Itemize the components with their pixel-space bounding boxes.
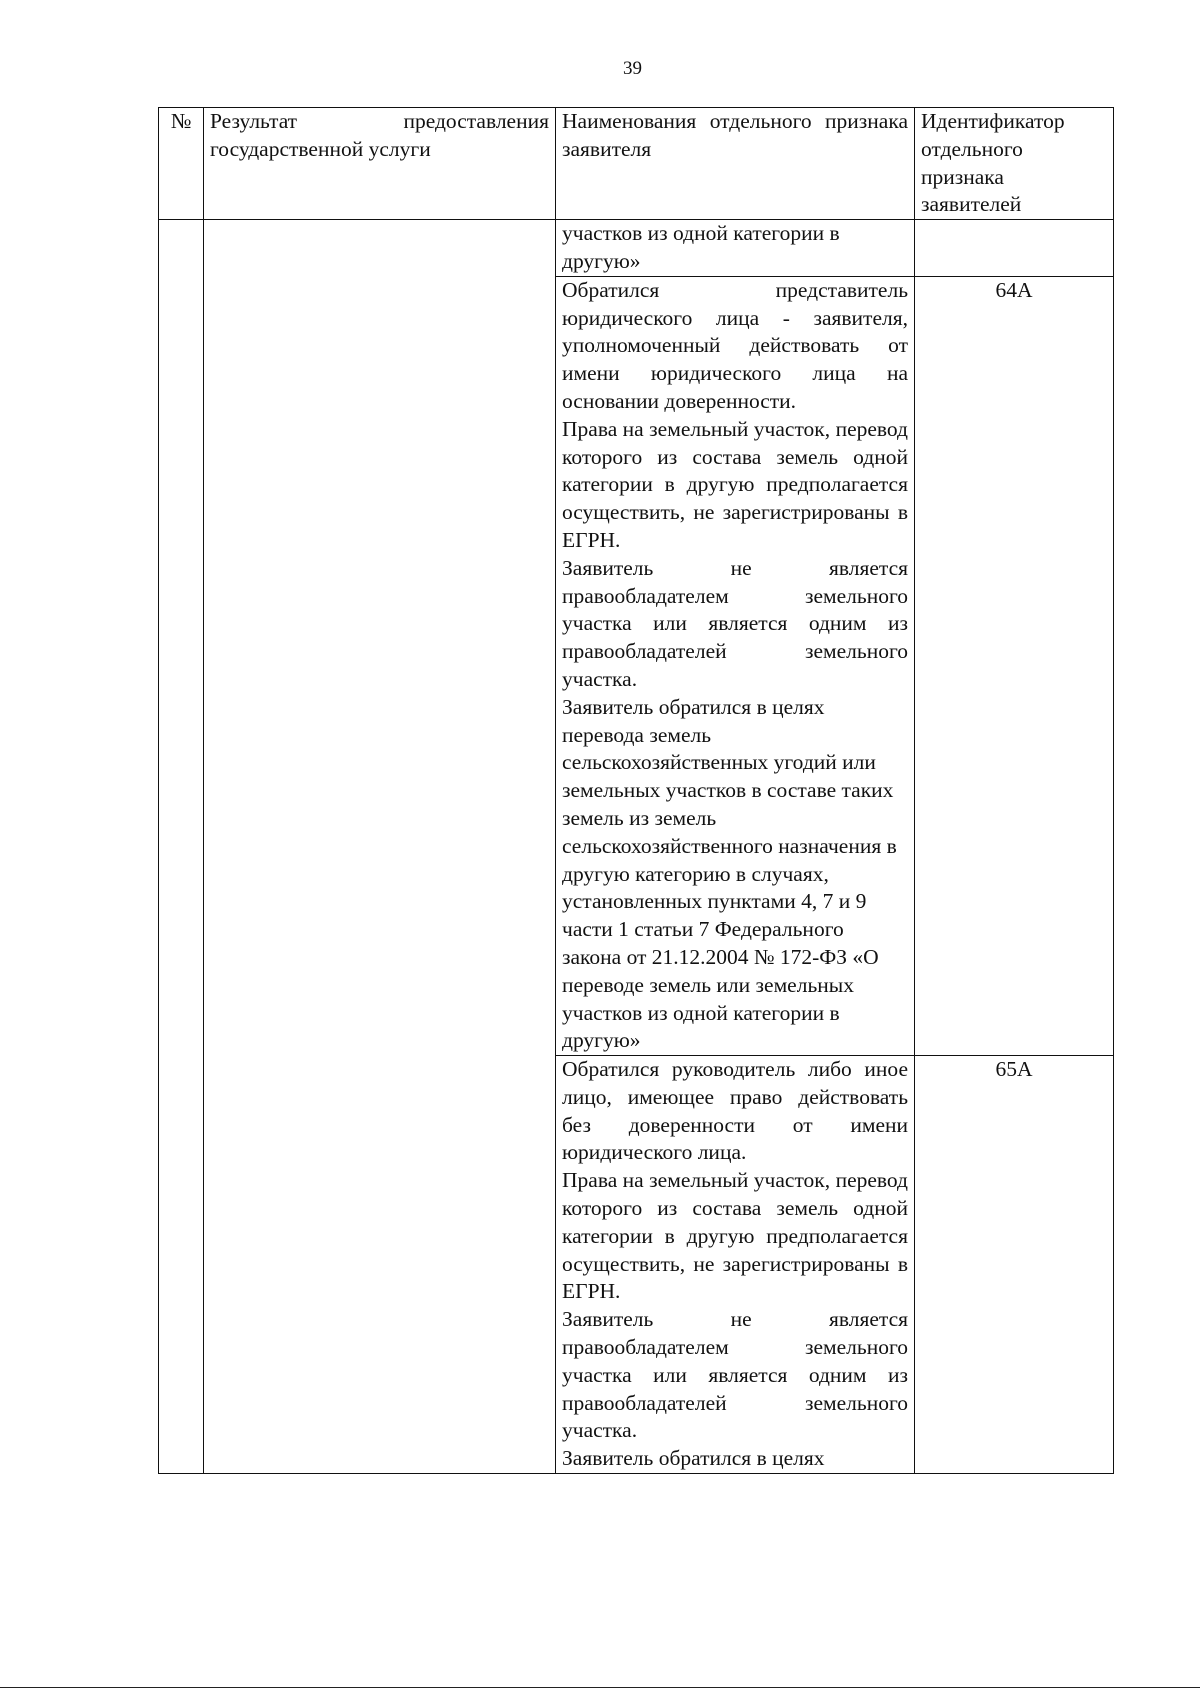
- applicant-features-table: [158, 107, 1114, 1474]
- header-identifier: Идентификатор отдельного признака заявителей: [915, 108, 1114, 220]
- identifier-cell: 64А: [915, 276, 1114, 1055]
- identifier-cell: 65А: [915, 1056, 1114, 1474]
- feature-paragraph: Права на земельный участок, перевод которого из состава земель одной категории в другую предполагается осуществить, не зарегистрированы в ЕГРН.: [562, 1168, 908, 1304]
- table-row: [159, 220, 1114, 277]
- feature-name-cell: [556, 1056, 915, 1474]
- table-header-row: [159, 108, 1114, 220]
- feature-paragraph: Заявитель не является правообладателем земельного участка или является одним из правообладателей земельного участка.: [562, 1307, 908, 1443]
- feature-name-cell: [556, 276, 915, 1055]
- feature-paragraph: участков из одной категории в другую»: [562, 221, 840, 273]
- row-number-cell: [159, 220, 204, 1474]
- header-number: №: [159, 108, 204, 220]
- bottom-rule: [0, 1687, 1200, 1688]
- result-cell: [204, 220, 556, 1474]
- feature-paragraph: Обратился представитель юридического лица - заявителя, уполномоченный действовать от имени юридического лица на основании доверенности.: [562, 277, 908, 413]
- header-result: Результат предоставления государственной услуги: [204, 108, 556, 220]
- feature-paragraph: Обратился руководитель либо иное лицо, имеющее право действовать без доверенности от имени юридического лица.: [562, 1057, 908, 1165]
- feature-paragraph: Заявитель не является правообладателем земельного участка или является одним из правообладателей земельного участка.: [562, 555, 908, 691]
- identifier-cell: [915, 220, 1114, 277]
- feature-name-cell: [556, 220, 915, 277]
- header-feature-name: Наименования отдельного признака заявителя: [556, 108, 915, 220]
- feature-paragraph: Права на земельный участок, перевод которого из состава земель одной категории в другую предполагается осуществить, не зарегистрированы в ЕГРН.: [562, 416, 908, 552]
- feature-paragraph: Заявитель обратился в целях: [562, 1446, 825, 1471]
- feature-paragraph: Заявитель обратился в целях перевода земель сельскохозяйственных угодий или земельных участков в составе таких земель из земель сельскохозяйственного назначения в другую категорию в случаях, установленных пунктами 4, 7 и 9 части 1 статьи 7 Федерального закона от 21.12.2004 № 172-ФЗ «О переводе земель или земельных участков из одной категории в другую»: [562, 694, 897, 1053]
- page-number: 39: [623, 58, 642, 79]
